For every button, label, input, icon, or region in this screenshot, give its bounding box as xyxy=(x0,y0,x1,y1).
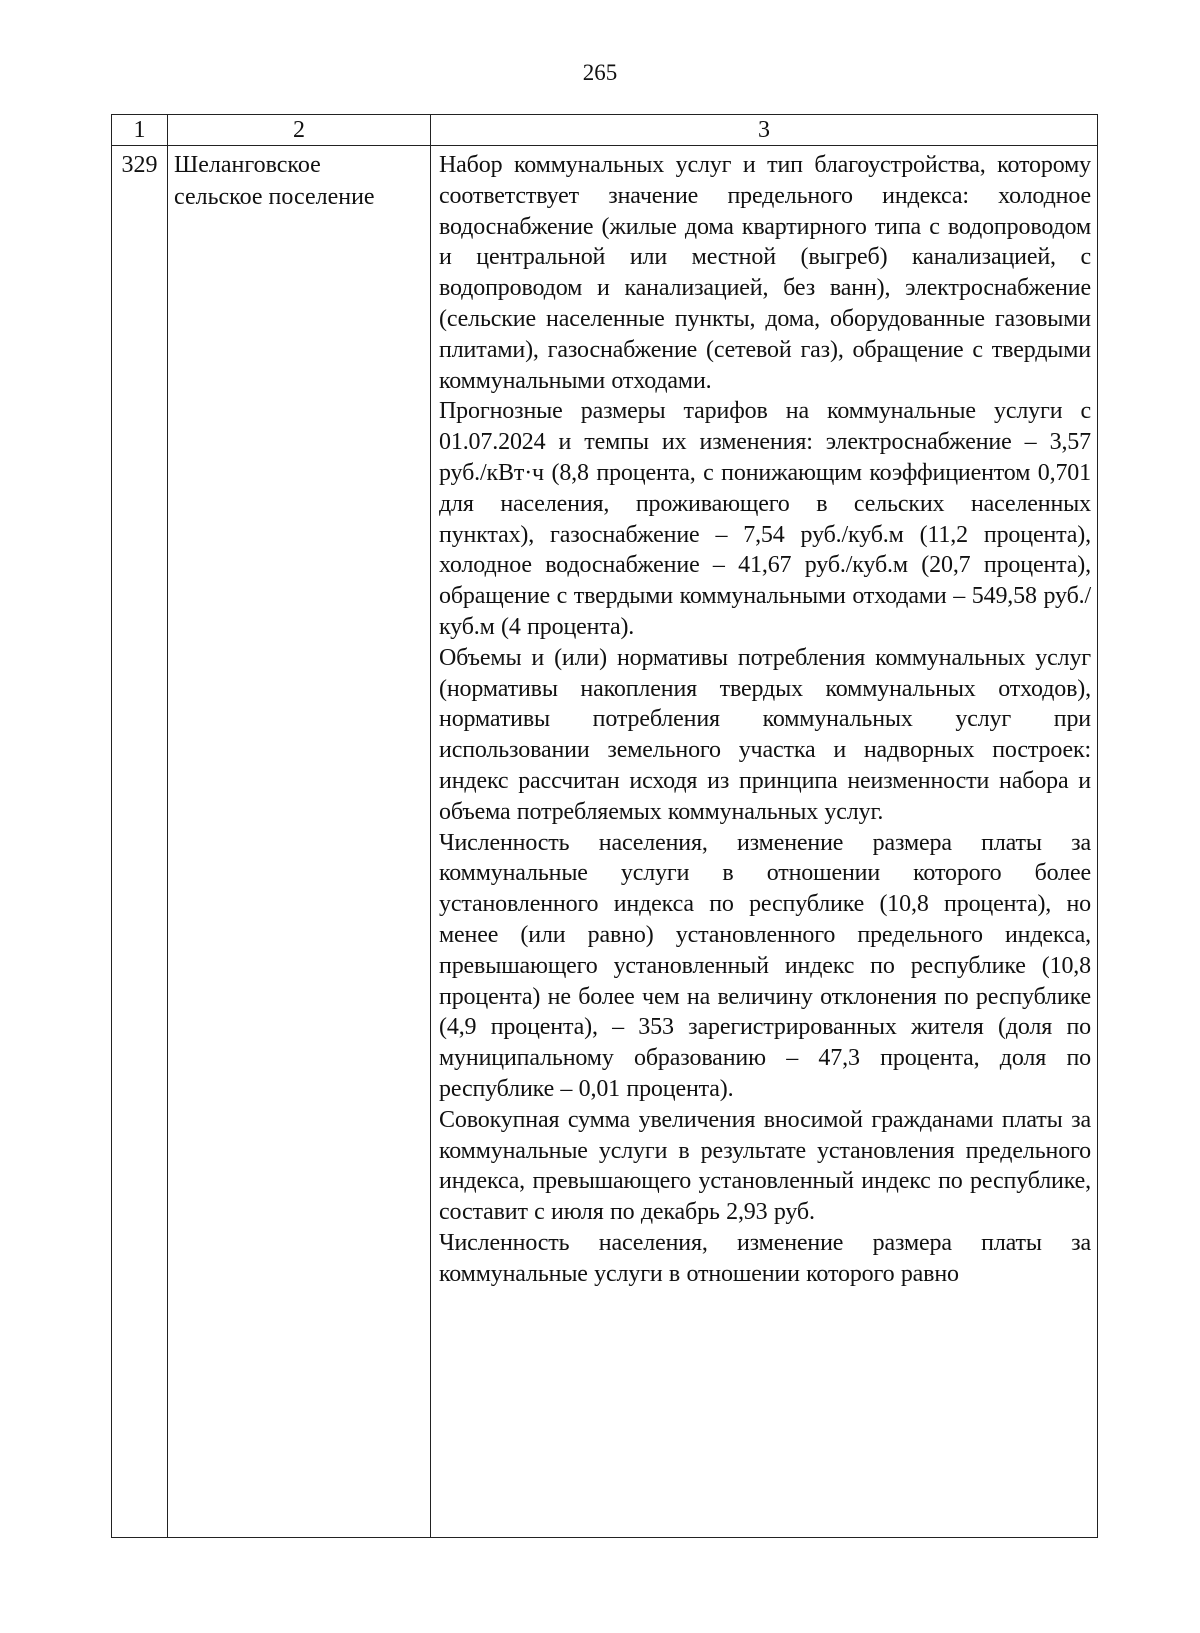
tariff-table xyxy=(111,114,1098,1538)
paragraph-services: Набор коммунальных услуг и тип благоустройства, которому соответствует значение предельного индекса: холодное водоснабжение (жилые дома квартирного типа с водопроводом и центральной или местной (выгреб) канализацией, с водопроводом и канализацией, без ванн), электроснабжение (сельские населенные пункты, дома, оборудованные газовыми плитами), газоснабжение (сетевой газ), обращение с твердыми коммунальными отходами. xyxy=(439,152,1091,394)
paragraph-total-sum: Совокупная сумма увеличения вносимой гражданами платы за коммунальные услуги в результате установления предельного индекса, превышающего установленный индекс по республике, составит с июля по декабрь 2,93 руб. xyxy=(439,1106,1091,1226)
settlement-name-line-1: Шеланговское xyxy=(174,152,321,178)
page-number: 265 xyxy=(582,60,618,85)
paragraph-population-equal: Численность населения, изменение размера платы за коммунальные услуги в отношении которого равно xyxy=(439,1229,1091,1287)
paragraph-tariffs: Прогнозные размеры тарифов на коммунальные услуги с 01.07.2024 и темпы их изменения: электроснабжение – 3,57 руб./кВт·ч (8,8 процента, с понижающим коэффициентом 0,701 для населения, проживающего в сельских населенных пунктах), газоснабжение – 7,54 руб./куб.м (11,2 процента), холодное водоснабжение – 41,67 руб./куб.м (20,7 процента), обращение с твердыми коммунальными отходами – 549,58 руб./куб.м (4 процента). xyxy=(439,398,1091,640)
table-header-row xyxy=(112,115,1098,146)
table-row xyxy=(112,146,1098,1538)
paragraph-population: Численность населения, изменение размера платы за коммунальные услуги в отношении которого более установленного индекса по республике (10,8 процента), но менее (или равно) установленного предельного индекса, превышающего установленный индекс по республике (10,8 процента) не более чем на величину отклонения по республике (4,9 процента), – 353 зарегистрированных жителя (доля по муниципальному образованию – 47,3 процента, доля по республике – 0,01 процента). xyxy=(439,829,1091,1102)
header-col-2: 2 xyxy=(168,115,431,146)
header-col-3: 3 xyxy=(431,115,1098,146)
row-number: 329 xyxy=(112,146,168,1538)
paragraph-norms: Объемы и (или) нормативы потребления коммунальных услуг (нормативы накопления твердых коммунальных отходов), нормативы потребления коммунальных услуг при использовании земельного участка и надворных построек: индекс рассчитан исходя из принципа неизменности набора и объема потребляемых коммунальных услуг. xyxy=(439,644,1091,825)
description-cell xyxy=(431,146,1098,1538)
header-col-1: 1 xyxy=(112,115,168,146)
settlement-name xyxy=(168,146,431,1538)
settlement-name-line-2: сельское поселение xyxy=(174,183,375,210)
